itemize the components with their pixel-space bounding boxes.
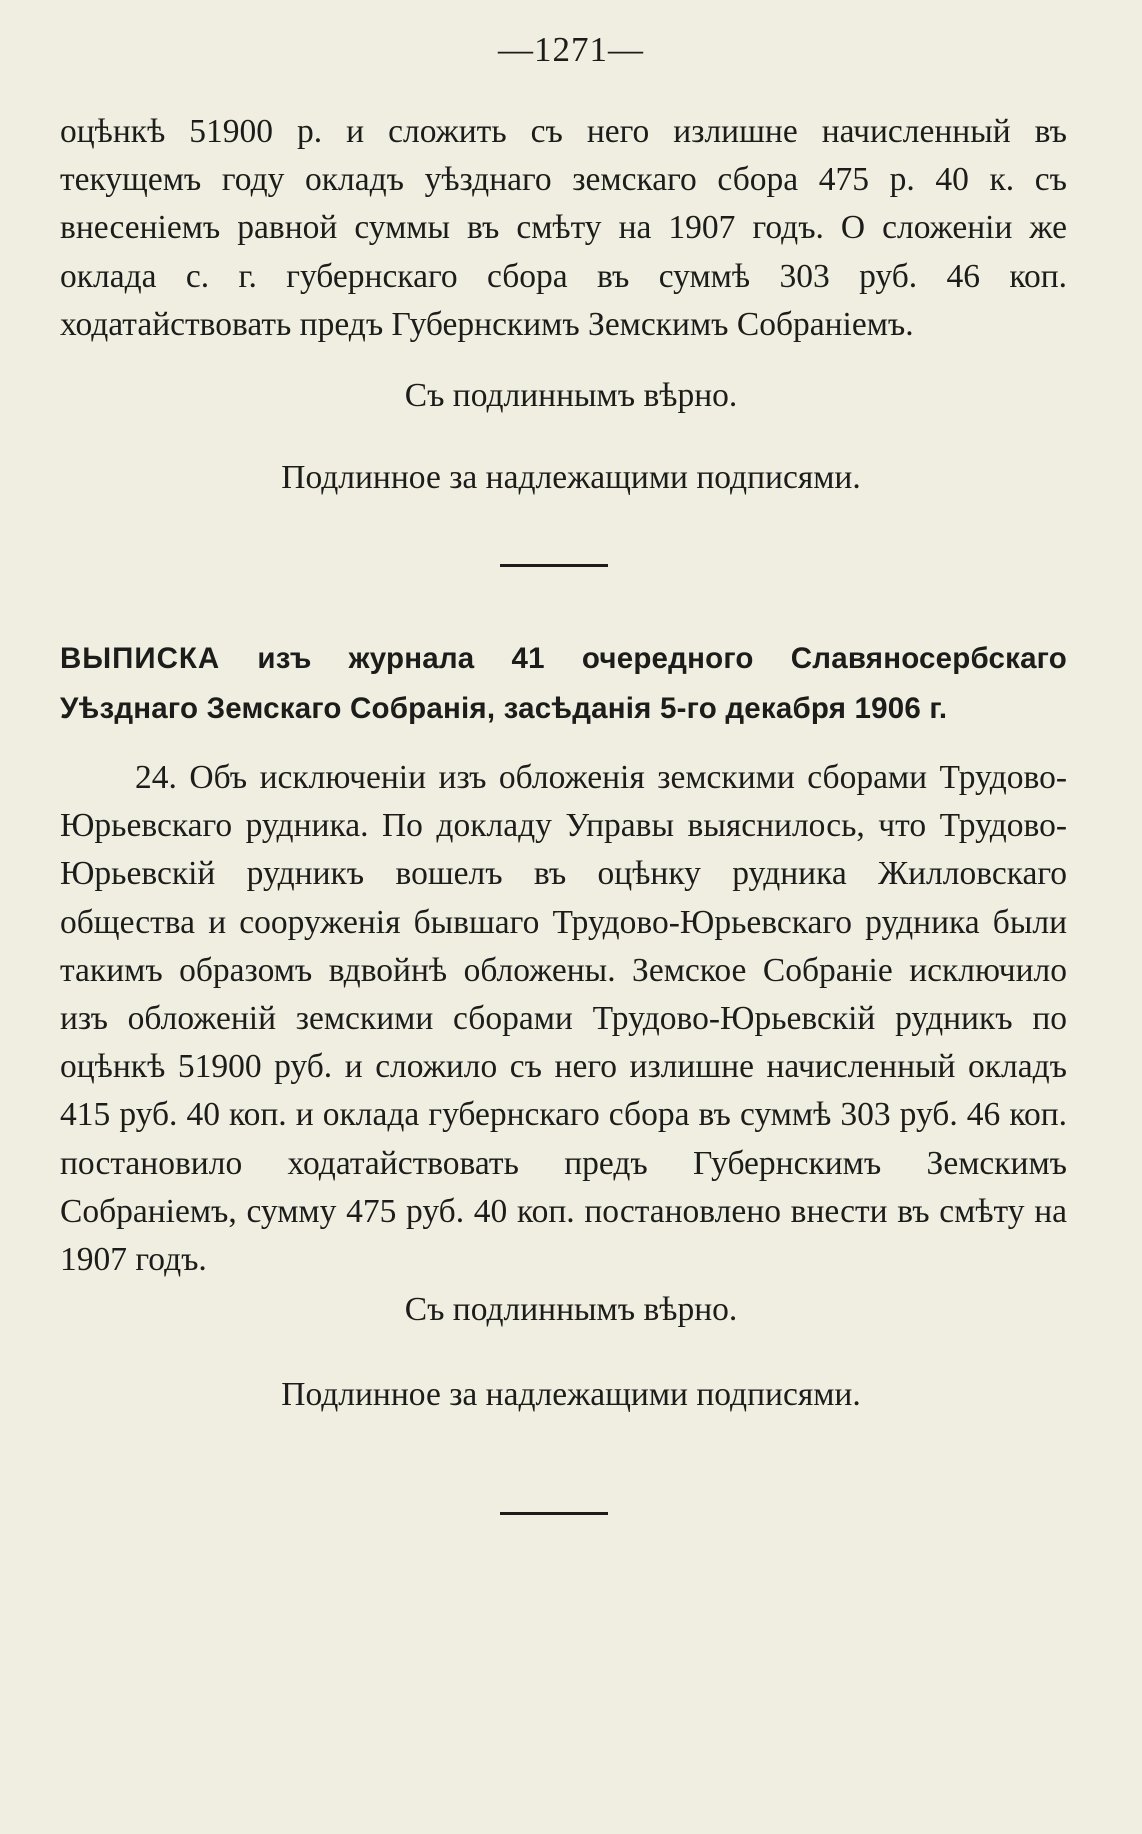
extract-heading-lead: ВЫПИСКА <box>60 642 221 675</box>
original-signatures-note: Подлинное за надлежащими подписями. <box>281 459 861 496</box>
paragraph-continuation: оцѣнкѣ 51900 р. и сложить съ него излишне начисленный въ текущемъ году окладъ уѣзднаго земскаго сбора 475 р. 40 к. съ внесеніемъ равной суммы въ смѣту на 1907 годъ. О сложеніи же оклада с. г. губернскаго сбора въ суммѣ 303 руб. 46 коп. ходатайствовать предъ Губернскимъ Земскимъ Собраніемъ. <box>60 113 1067 343</box>
section-divider <box>500 1512 608 1515</box>
certified-true-copy: Съ подлиннымъ вѣрно. <box>404 377 738 414</box>
certified-true-copy: Съ подлиннымъ вѣрно. <box>404 1291 738 1328</box>
section-divider <box>500 564 608 567</box>
page-number: —1271— <box>498 30 644 69</box>
extract-heading-rest: изъ журнала 41 очередного Славяносербскаго Уѣзднаго Земскаго Собранія, засѣданія 5-го декабря 1906 г. <box>60 642 1067 725</box>
extract-heading <box>60 634 1067 734</box>
item-24-paragraph: 24. Объ исключеніи изъ обложенія земскими сборами Трудово-Юрьевскаго рудника. По докладу Управы выяснилось, что Трудово-Юрьевскій рудникъ вошелъ въ оцѣнку рудника Жилловскаго общества и сооруженія бывшаго Трудово-Юрьевскаго рудника были такимъ образомъ вдвойнѣ обложены. Земское Собраніе исключило изъ обложеній земскими сборами Трудово-Юрьевскій рудникъ по оцѣнкѣ 51900 руб. и сложило съ него излишне начисленный окладъ 415 руб. 40 коп. и оклада губернскаго сбора въ суммѣ 303 руб. 46 коп. постановило ходатайствовать предъ Губернскимъ Земскимъ Собраніемъ, сумму 475 руб. 40 коп. постановлено внести въ смѣту на 1907 годъ. <box>60 759 1067 1279</box>
original-signatures-note: Подлинное за надлежащими подписями. <box>281 1376 861 1413</box>
